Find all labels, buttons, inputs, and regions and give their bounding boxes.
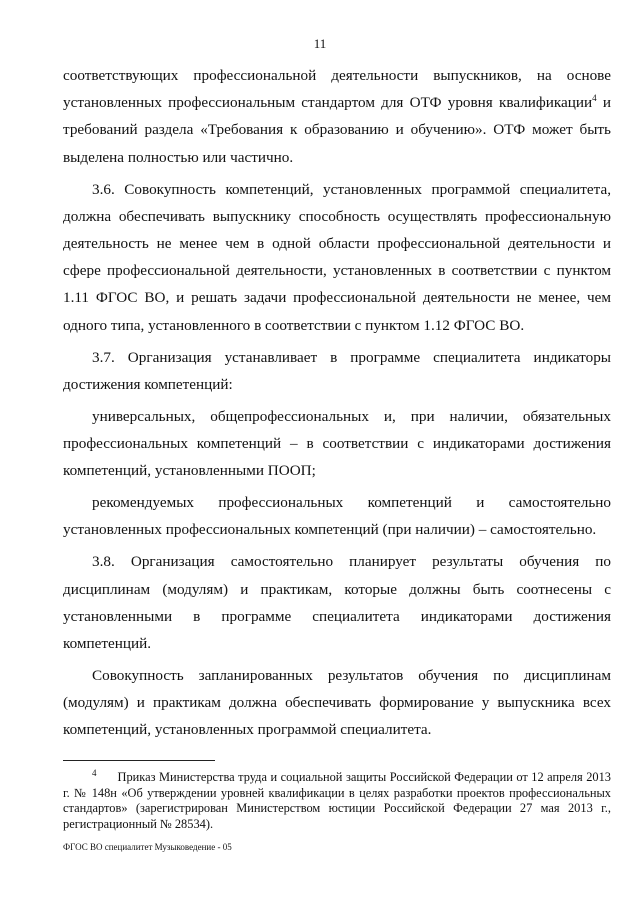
paragraph-text: и требований раздела «Требования к образованию и обучению». ОТФ может быть выделена полностью или частично. bbox=[63, 94, 611, 166]
footnote bbox=[63, 767, 611, 832]
paragraph-recommended-competencies: рекомендуемых профессиональных компетенций и самостоятельно установленных профессиональных компетенций (при наличии) – самостоятельно. bbox=[63, 494, 611, 539]
page-footer: ФГОС ВО специалитет Музыковедение - 05 bbox=[63, 842, 232, 852]
paragraph-3-7: 3.7. Организация устанавливает в программе специалитета индикаторы достижения компетенций: bbox=[63, 348, 611, 393]
footnote-spacer bbox=[97, 770, 118, 784]
paragraph-universal-competencies: универсальных, общепрофессиональных и, при наличии, обязательных профессиональных компетенций – в соответствии с индикаторами достижения компетенций, установленными ПООП; bbox=[63, 407, 611, 480]
paragraph-continuation bbox=[63, 62, 611, 171]
footnote-marker: 4 bbox=[92, 767, 97, 778]
paragraph-learning-outcomes: Совокупность запланированных результатов обучения по дисциплинам (модулям) и практикам должна обеспечивать формирование у выпускника всех компетенций, установленных программой специалитета. bbox=[63, 667, 611, 739]
page-number: 11 bbox=[313, 36, 327, 51]
paragraph-text: соответствующих профессиональной деятельности выпускников, на основе установленных профессиональным стандартом для ОТФ уровня квалификации bbox=[63, 67, 611, 112]
paragraph-3-6: 3.6. Совокупность компетенций, установленных программой специалитета, должна обеспечивать выпускнику способность осуществлять профессиональную деятельность не менее чем в одной области профессиональной деятельности и сфере профессиональной деятельности, установленных в соответствии с пунктом 1.11 ФГОС ВО, и решать задачи профессиональной деятельности не менее, чем одного типа, установленного в соответствии с пунктом 1.12 ФГОС ВО. bbox=[63, 180, 611, 334]
footnote-text: Приказ Министерства труда и социальной защиты Российской Федерации от 12 апреля 2013 г. № 148н «Об утверждении уровней квалификации в целях разработки проектов профессиональных стандартов» (зарегистрирован Министерством юстиции Российской Федерации 27 мая 2013 г., регистрационный № 28534). bbox=[63, 770, 611, 831]
footnote-reference: 4 bbox=[592, 93, 597, 104]
footnote-divider bbox=[63, 760, 215, 761]
body-text bbox=[63, 62, 611, 748]
paragraph-3-8: 3.8. Организация самостоятельно планирует результаты обучения по дисциплинам (модулям) и практикам, которые должны быть соотнесены с установленными в программе специалитета индикаторами достижения компетенций. bbox=[63, 553, 611, 653]
